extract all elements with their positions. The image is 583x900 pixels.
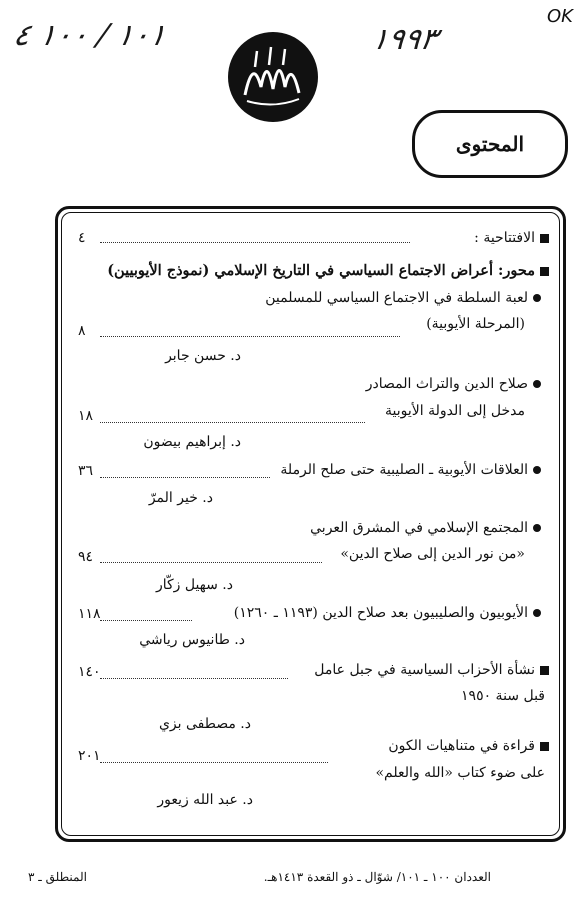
toc-entry-subtitle: مدخل إلى الدولة الأيوبية: [385, 403, 525, 419]
toc-entry-author: د. سهيل زكّار: [155, 577, 233, 593]
toc-section-subtitle: قبل سنة ١٩٥٠: [461, 688, 545, 704]
toc-entry-author: د. طانيوس رياشي: [139, 632, 245, 648]
toc-section-page: ٢٠١: [78, 748, 101, 764]
round-bullet-icon: [533, 524, 541, 532]
handwritten-year: ١٩٩٣: [368, 22, 441, 57]
toc-entry-page: ١١٨: [78, 606, 101, 622]
toc-section-title: قراءة في متناهيات الكون: [388, 738, 549, 754]
calligraphy-icon: [233, 37, 313, 117]
round-bullet-icon: [533, 380, 541, 388]
toc-axis-label: محور: أعراض الاجتماع السياسي في التاريخ الإسلامي (نموذج الأيوبيين): [107, 262, 535, 279]
round-bullet-icon: [533, 466, 541, 474]
toc-entry-title: صلاح الدين والتراث المصادر: [366, 376, 541, 392]
toc-entry-title: الأيوبيون والصليبيون بعد صلاح الدين (١١٩٣ ـ ١٢٦٠): [234, 605, 541, 621]
toc-entry-title: العلاقات الأيوبية ـ الصليبية حتى صلح الرملة: [280, 462, 541, 478]
basmala-emblem: [228, 32, 318, 122]
toc-intro-label: الافتتاحية :: [474, 230, 535, 246]
dot-leader: [100, 336, 400, 337]
dot-leader: [100, 242, 410, 243]
dot-leader: [100, 562, 322, 563]
toc-intro-page: ٤: [78, 230, 86, 246]
contents-heading-box: [412, 110, 568, 178]
contents-heading: المحتوى: [455, 132, 525, 156]
toc-axis-heading: [107, 262, 549, 279]
dot-leader: [100, 678, 288, 679]
dot-leader: [100, 477, 270, 478]
round-bullet-icon: [533, 609, 541, 617]
toc-section-page: ١٤٠: [78, 664, 101, 680]
toc-entry-title: المجتمع الإسلامي في المشرق العربي: [310, 520, 541, 536]
square-bullet-icon: [540, 267, 549, 276]
toc-entry-page: ٣٦: [78, 463, 94, 479]
page-number-footer: المنطلق ـ ٣: [28, 870, 87, 884]
toc-intro: [474, 230, 549, 246]
toc-entry-author: د. إبراهيم بيضون: [143, 434, 241, 450]
toc-section-author: د. عبد الله زيعور: [157, 792, 253, 808]
handwritten-corner-note: OK: [547, 6, 573, 27]
toc-entry-subtitle: «من نور الدين إلى صلاح الدين»: [340, 546, 525, 562]
handwritten-issue-number: ١٠١ / ١٠٠ ٤: [10, 18, 170, 53]
toc-entry-subtitle: (المرحلة الأيوبية): [426, 316, 525, 332]
toc-section-title: نشأة الأحزاب السياسية في جبل عامل: [314, 662, 549, 678]
toc-entry-page: ٨: [78, 323, 86, 339]
dot-leader: [100, 422, 365, 423]
toc-entry-title: لعبة السلطة في الاجتماع السياسي للمسلمين: [265, 290, 541, 306]
round-bullet-icon: [533, 294, 541, 302]
toc-section-author: د. مصطفى بزي: [158, 716, 251, 732]
toc-entry-page: ١٨: [78, 408, 94, 424]
square-bullet-icon: [540, 234, 549, 243]
issue-footer: العددان ١٠٠ ـ ١٠١/ شوّال ـ ذو القعدة ١٤١٣هـ.: [263, 870, 491, 884]
toc-entry-author: د. حسن جابر: [165, 348, 241, 364]
toc-section-subtitle: على ضوء كتاب «الله والعلم»: [375, 765, 545, 781]
dot-leader: [100, 762, 328, 763]
square-bullet-icon: [540, 742, 549, 751]
toc-entry-author: د. خير المرّ: [148, 490, 213, 506]
square-bullet-icon: [540, 666, 549, 675]
toc-entry-page: ٩٤: [78, 549, 94, 565]
